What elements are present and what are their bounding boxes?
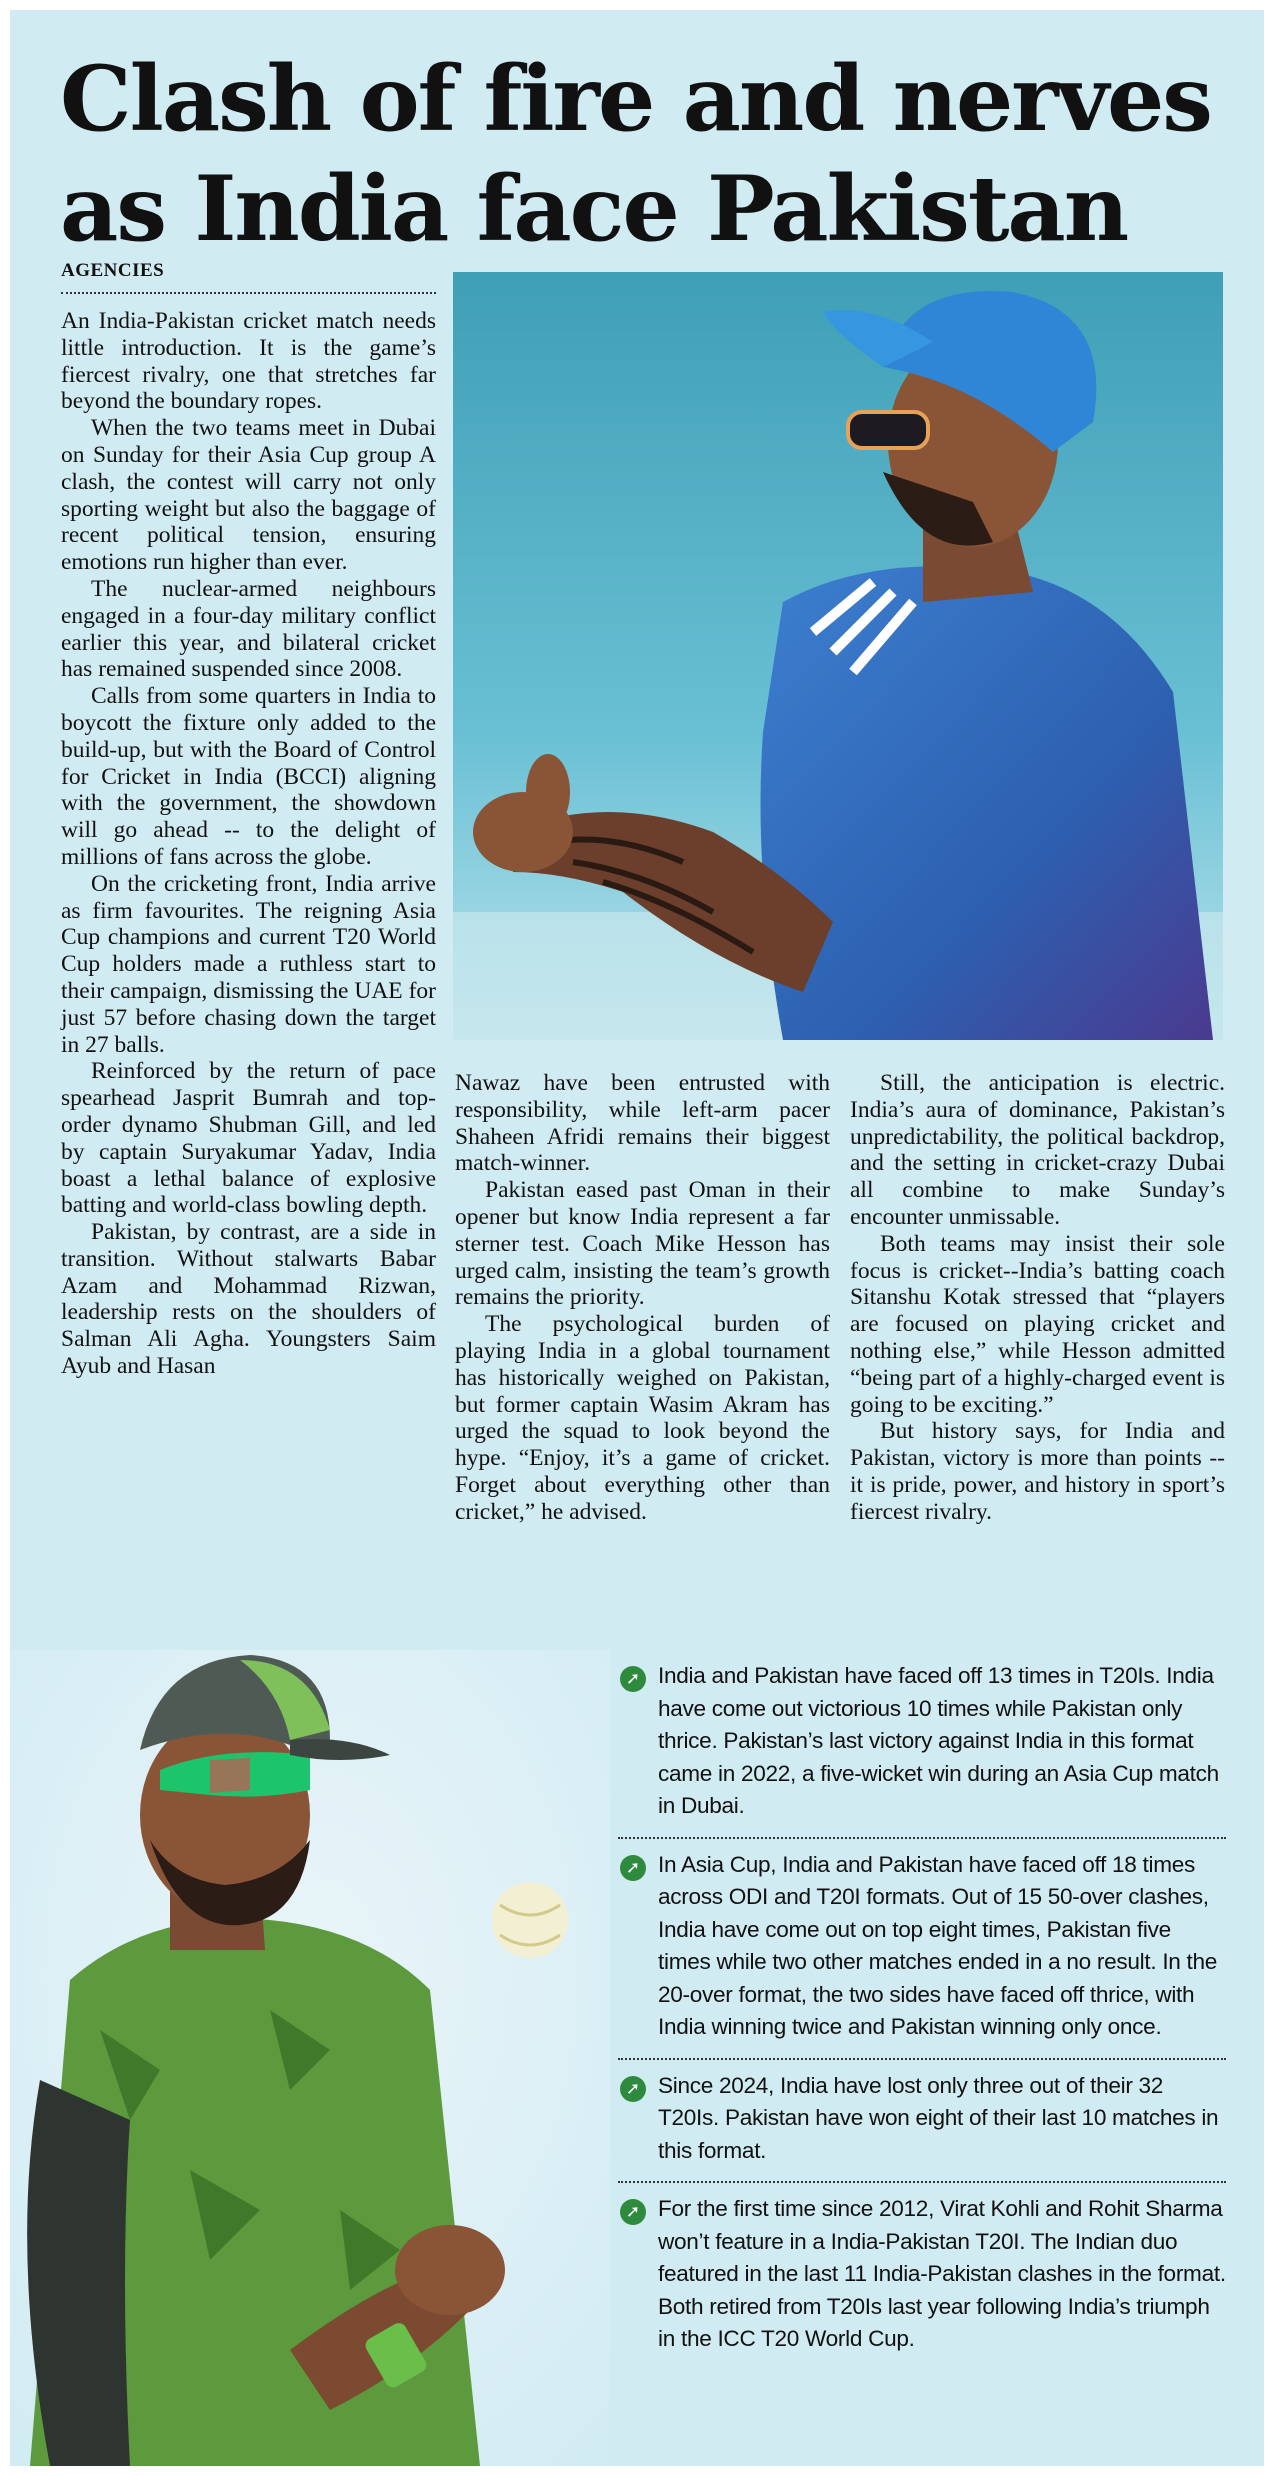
fact-text: For the first time since 2012, Virat Kohli and Rohit Sharma won’t feature in a India-Pakistan T20I. The Indian duo featured in the last 11 India-Pakistan clashes in the format. Both retired from T20Is last year following India’s triumph in the ICC T20 World Cup. — [658, 2196, 1226, 2351]
headline — [60, 44, 1250, 264]
fact-text: Since 2024, India have lost only three out of their 32 T20Is. Pakistan have won eight of their last 10 matches in this format. — [658, 2072, 1219, 2163]
fact-text: In Asia Cup, India and Pakistan have faced off 18 times across ODI and T20I formats. Out of 15 50-over clashes, India have come out on top eight times, Pakistan five times while two other matches ended in a no result. In the 20-over format, the two sides have faced off thrice, with India winning twice and Pakistan winning only once. — [658, 1851, 1218, 2039]
article-column-3 — [850, 1070, 1225, 1630]
headline-line-1: Clash of fire and nerves — [60, 46, 1211, 152]
fact-item — [618, 1839, 1226, 2060]
article-column-1 — [61, 308, 436, 1628]
article-paragraph: Pakistan, by contrast, are a side in transition. Without stalwarts Babar Azam and Mohammad Rizwan, leadership rests on the shoulders of Salman Ali Agha. Youngsters Saim Ayub and Hasan — [61, 1219, 436, 1380]
article-paragraph: Nawaz have been entrusted with responsibility, while left-arm pacer Shaheen Afridi remains their biggest match-winner. — [455, 1070, 830, 1177]
article-column-2 — [455, 1070, 830, 1630]
article-paragraph: Reinforced by the return of pace spearhead Jasprit Bumrah and top-order dynamo Shubman Gill, and led by captain Suryakumar Yadav, India boast a lethal balance of explosive batting and world-class bowling depth. — [61, 1058, 436, 1219]
article-paragraph: Pakistan eased past Oman in their opener but know India represent a far sterner test. Coach Mike Hesson has urged calm, insisting the team’s growth remains the priority. — [455, 1177, 830, 1311]
arrow-icon: ➚ — [620, 2076, 646, 2102]
india-player-illustration — [453, 272, 1223, 1040]
article-paragraph: When the two teams meet in Dubai on Sunday for their Asia Cup group A clash, the contest will carry not only sporting weight but also the baggage of recent political tension, ensuring emotions run higher than ever. — [61, 415, 436, 576]
arrow-icon: ➚ — [620, 2199, 646, 2225]
facts-list — [618, 1650, 1226, 2370]
article-paragraph: Both teams may insist their sole focus is cricket--India’s batting coach Sitanshu Kotak stressed that “players are focused on playing cricket and nothing else,” while Hesson admitted “being part of a highly-charged event is going to be exciting.” — [850, 1230, 1225, 1418]
newspaper-page — [10, 10, 1264, 2466]
arrow-icon: ➚ — [620, 1666, 646, 1692]
fact-text: India and Pakistan have faced off 13 times in T20Is. India have come out victorious 10 times while Pakistan only thrice. Pakistan’s last victory against India in this format came in 2022, a five-wicket win during an Asia Cup match in Dubai. — [658, 1663, 1219, 1818]
india-player-photo — [453, 272, 1223, 1040]
arrow-icon: ➚ — [620, 1855, 646, 1881]
fact-item — [618, 2183, 1226, 2370]
byline: AGENCIES — [61, 260, 436, 294]
article-paragraph: An India-Pakistan cricket match needs little introduction. It is the game’s fiercest rivalry, one that stretches far beyond the boundary ropes. — [61, 308, 436, 415]
headline-line-2: as India face Pakistan — [60, 156, 1128, 262]
article-paragraph: Calls from some quarters in India to boycott the fixture only added to the build-up, but with the Board of Control for Cricket in India (BCCI) aligning with the government, the showdown will go ahead -- to the delight of millions of fans across the globe. — [61, 683, 436, 870]
article-paragraph: On the cricketing front, India arrive as firm favourites. The reigning Asia Cup champions and current T20 World Cup holders made a ruthless start to their campaign, dismissing the UAE for just 57 before chasing down the target in 27 balls. — [61, 870, 436, 1058]
article-paragraph: But history says, for India and Pakistan, victory is more than points -- it is pride, power, and history in sport’s fiercest rivalry. — [850, 1418, 1225, 1525]
pakistan-player-photo — [10, 1650, 610, 2466]
article-paragraph: The nuclear-armed neighbours engaged in a four-day military conflict earlier this year, and bilateral cricket has remained suspended since 2008. — [61, 575, 436, 683]
fact-item — [618, 2060, 1226, 2184]
article-paragraph: The psychological burden of playing India in a global tournament has historically weighed on Pakistan, but former captain Wasim Akram has urged the squad to look beyond the hype. “Enjoy, it’s a game of cricket. Forget about everything other than cricket,” he advised. — [455, 1311, 830, 1525]
fact-item — [618, 1650, 1226, 1839]
pakistan-player-illustration — [10, 1650, 610, 2466]
article-paragraph: Still, the anticipation is electric. India’s aura of dominance, Pakistan’s unpredictability, the political backdrop, and the setting in cricket-crazy Dubai all combine to make Sunday’s encounter unmissable. — [850, 1070, 1225, 1230]
